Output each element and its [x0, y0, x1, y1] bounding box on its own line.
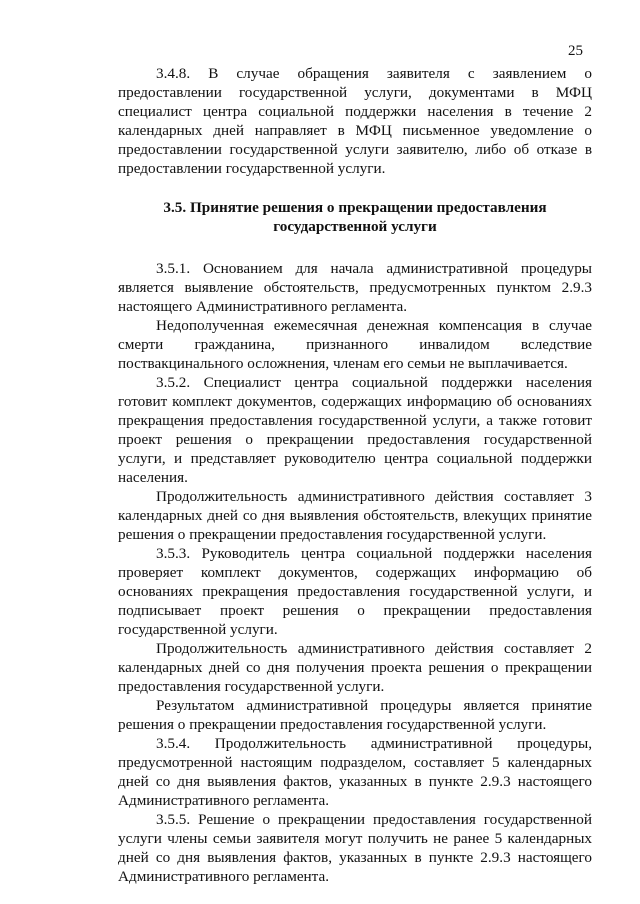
heading-line-1: 3.5. Принятие решения о прекращении предоставления	[163, 199, 547, 216]
paragraph-3-5-4: 3.5.4. Продолжительность административной процедуры, предусмотренной настоящим подразделом, составляет 5 календарных дней со дня выявления фактов, указанных в пункте 2.9.3 настоящего Административного регламента.	[118, 735, 592, 809]
paragraph-result: Результатом административной процедуры является принятие решения о прекращении предоставления государственной услуги.	[118, 697, 592, 733]
paragraph-3-5-1: 3.5.1. Основанием для начала административной процедуры является выявление обстоятельств, предусмотренных пунктом 2.9.3 настоящего Административного регламента.	[118, 260, 592, 315]
section-heading	[118, 198, 592, 236]
page-number: 25	[568, 43, 583, 59]
paragraph-compensation: Недополученная ежемесячная денежная компенсация в случае смерти гражданина, признанного инвалидом вследствие поствакцинального осложнения, членам его семьи не выплачивается.	[118, 317, 592, 372]
paragraph-duration-2-days: Продолжительность административного действия составляет 2 календарных дней со дня получения проекта решения о прекращении предоставления государственной услуги.	[118, 640, 592, 695]
paragraph-3-5-3: 3.5.3. Руководитель центра социальной поддержки населения проверяет комплект документов, содержащих информацию об основаниях прекращения предоставления государственной услуги, и подписывает проект решения о прекращении предоставления государственной услуги.	[118, 545, 592, 638]
paragraph-3-5-2: 3.5.2. Специалист центра социальной поддержки населения готовит комплект документов, содержащих информацию об основаниях прекращения предоставления государственной услуги, а также готовит проект решения о прекращении предоставления государственной услуги, и представляет руководителю центра социальной поддержки населения.	[118, 374, 592, 486]
document-body	[118, 64, 592, 886]
heading-line-2: государственной услуги	[273, 218, 437, 235]
paragraph-3-5-5: 3.5.5. Решение о прекращении предоставления государственной услуги члены семьи заявителя могут получить не ранее 5 календарных дней со дня выявления фактов, указанных в пункте 2.9.3 настоящего Административного регламента.	[118, 811, 592, 885]
paragraph-duration-3-days: Продолжительность административного действия составляет 3 календарных дней со дня выявления обстоятельств, влекущих принятие решения о прекращении предоставления государственной услуги.	[118, 488, 592, 543]
paragraph-3-4-8: 3.4.8. В случае обращения заявителя с заявлением о предоставлении государственной услуги, документами в МФЦ специалист центра социальной поддержки населения в течение 2 календарных дней направляет в МФЦ письменное уведомление о предоставлении государственной услуги заявителю, либо об отказе в предоставлении государственной услуги.	[118, 65, 592, 177]
